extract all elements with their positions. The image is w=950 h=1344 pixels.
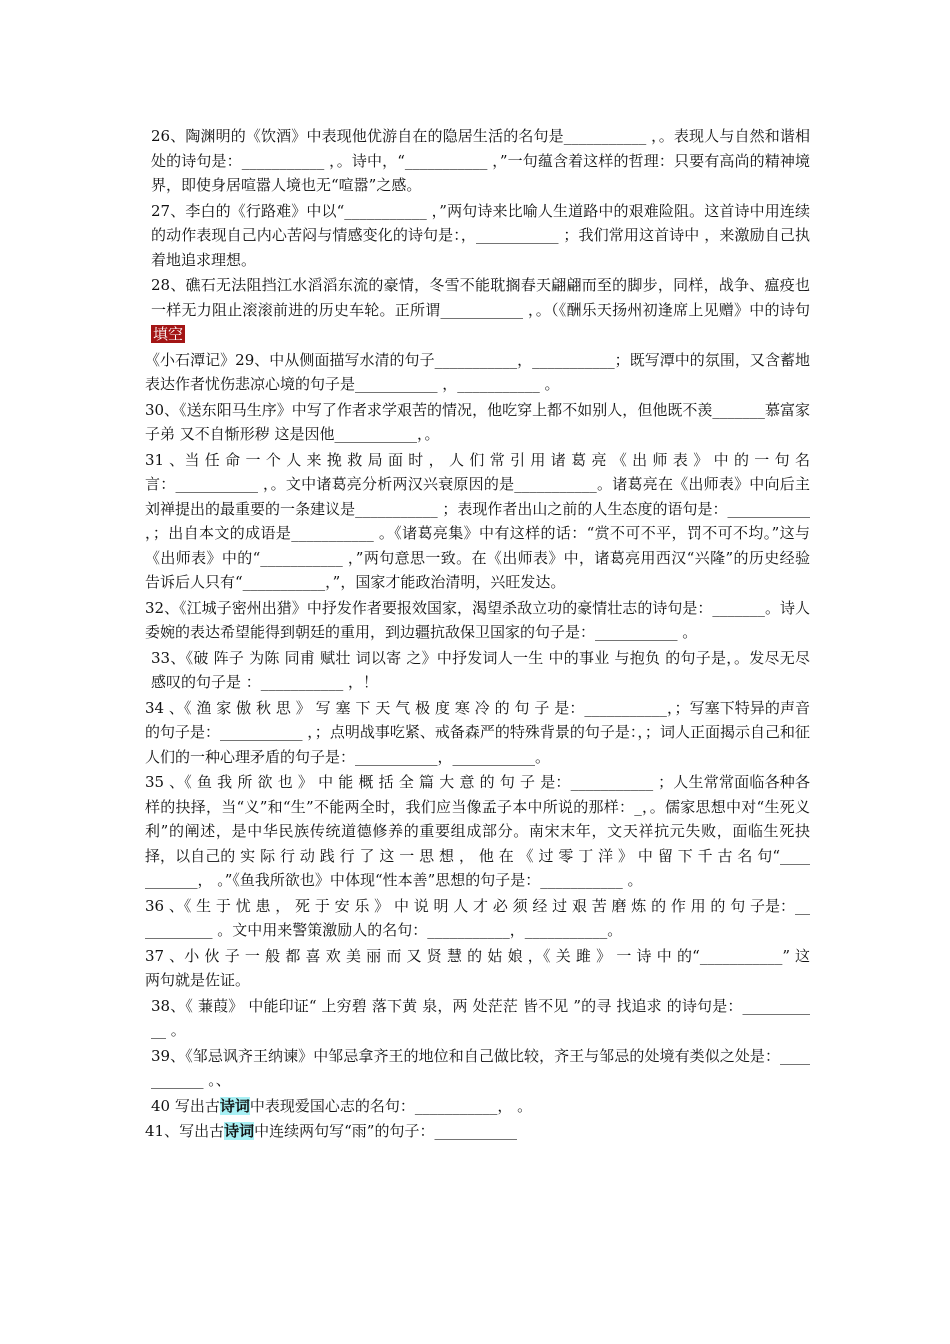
question-28-text: 28、礁石无法阻挡江水滔滔东流的豪情，冬雪不能耽搁春天翩翩而至的脚步，同样，战争、瘟疫也一样无力阻止滚滚前进的历史车轮。正所谓___________ ，。（《酬乐天扬州初逢席上见赠》中的诗句: [151, 276, 810, 319]
question-40: [145, 1094, 810, 1119]
question-31: [145, 448, 810, 595]
question-41-text-before: 41、写出古: [145, 1122, 225, 1140]
question-29-text: 《小石潭记》29、中从侧面描写水清的句子___________，___________；既写潭中的氛围，又含蓄地表达作者忧伤悲凉心境的句子是___________ ，___________ 。: [145, 350, 810, 393]
question-33-text: 33、《破 阵子 为陈 同甫 赋壮 词以寄 之》中抒发词人一生 中的事业 与抱负 的句子是，。发尽无尽感叹的句子是 ：___________ ，！: [151, 648, 810, 691]
question-41-text-after: 中连续两句写“雨”的句子：___________: [254, 1122, 517, 1140]
question-40-text-before: 40 写出古: [151, 1096, 220, 1115]
question-30: [145, 398, 810, 447]
question-32: [145, 596, 810, 645]
question-35: [145, 770, 810, 893]
highlight-poetry: 诗词: [219, 1096, 250, 1115]
question-38-text: 38、《 蒹葭》 中能印证“ 上穷碧 落下黄 泉，两 处茫茫 皆不见 ”的寻 找追求 的诗句是：___________ 。: [151, 996, 810, 1039]
question-34-text: 34 、《 渔 家 傲 秋 思 》 写 塞 下 天 气 极 度 寒 冷 的 句 子 是：___________，；写塞下特异的声音的句子是：___________ ，；点明战事吃紧、戒备森严的特殊背景的句子是：，；词人正面揭示自己和征人们的一种心理矛盾的句子是：___________，___________。: [145, 698, 810, 766]
question-31-text: 31 、当 任 命 一 个 人 来 挽 救 局 面 时 ， 人 们 常 引 用 诸 葛 亮 《 出 师 表 》 中 的 一 句 名言：___________ ，。文中诸葛亮分析两汉兴衰原因的是___________。诸葛亮在《出师表》中向后主刘禅提出的最重要的一条建议是___________ ；表现作者出山之前的人生态度的语句是：___________ ，；出自本文的成语是___________ 。《诸葛亮集》中有这样的话：“赏不可不平，罚不可不均。”这与《出师表》中的“___________ ，”两句意思一致。在《出师表》中，诸葛亮用西汉“兴隆”的历史经验告诉后人只有“___________，”，国家才能政治清明，兴旺发达。: [145, 450, 810, 591]
highlight-poetry: 诗词: [224, 1122, 255, 1140]
question-36: [145, 894, 810, 943]
question-27-text: 27、李白的《行路难》中以“___________ ，”两句诗来比喻人生道路中的艰难险阻。这首诗中用连续的动作表现自己内心苦闷与情感变化的诗句是：，___________ ；我们常用这首诗中 ，来激励自己执着地追求理想。: [151, 201, 810, 269]
question-29: [145, 348, 810, 397]
question-34: [145, 696, 810, 770]
question-39: [145, 1044, 810, 1093]
question-37: [145, 944, 810, 993]
question-36-text: 36 、《 生 于 忧 患 ， 死 于 安 乐 》 中 说 明 人 才 必 须 经 过 艰 苦 磨 炼 的 作 用 的 句 子是：___________ 。文中用来警策激励人的名句：___________，___________。: [145, 896, 810, 939]
question-37-text: 37 、小 伙 子 一 般 都 喜 欢 美 丽 而 又 贤 慧 的 姑 娘 ，《 关 雎 》 一 诗 中 的“___________” 这两句就是佐证。: [145, 946, 810, 989]
question-41: [145, 1119, 810, 1144]
document-page: [145, 124, 810, 1145]
question-35-text: 35 、《 鱼 我 所 欲 也 》 中 能 概 括 全 篇 大 意 的 句 子 是：___________ ；人生常常面临各种各样的抉择，当“义”和“生”不能两全时，我们应当像孟子本中所说的那样：_，。儒家思想中对“生死义利”的阐述，是中华民族传统道德修养的重要组成部分。南宋末年，文天祥抗元失败，面临生死抉择，以自己的 实 际 行 动 践 行 了 这 一 思 想 ， 他 在 《 过 零 丁 洋 》 中 留 下 千 古 名 句“___________， 。”《鱼我所欲也》中体现“性本善”思想的句子是：___________ 。: [145, 773, 810, 889]
question-28: [145, 273, 810, 347]
question-26: [145, 124, 810, 198]
question-38: [145, 994, 810, 1043]
question-26-text: 26、陶渊明的《饮酒》中表现他优游自在的隐居生活的名句是___________ ，。表现人与自然和谐相处的诗句是：___________ ，。诗中，“___________ ，”一句蕴含着这样的哲理：只要有高尚的精神境界，即使身居喧嚣人境也无“喧嚣”之感。: [151, 127, 810, 194]
highlight-fill-blank: 填空: [153, 325, 184, 343]
question-32-text: 32、《江城子密州出猎》中抒发作者要报效国家，渴望杀敌立功的豪情壮志的诗句是：_______。诗人委婉的表达希望能得到朝廷的重用，到边疆抗敌保卫国家的句子是：___________ 。: [145, 598, 810, 641]
question-40-text-after: 中表现爱国心志的名句：___________， 。: [249, 1096, 533, 1115]
question-30-text: 30、《送东阳马生序》中写了作者求学艰苦的情况，他吃穿上都不如别人，但他既不羡_______慕富家子弟 又不自惭形秽 这是因他___________，。: [145, 400, 810, 443]
question-33: [145, 646, 810, 695]
question-39-text: 39、《邹忌讽齐王纳谏》中邹忌拿齐王的地位和自己做比较，齐王与邹忌的处境有类似之处是：___________ 。、: [151, 1046, 810, 1089]
question-27: [145, 199, 810, 273]
